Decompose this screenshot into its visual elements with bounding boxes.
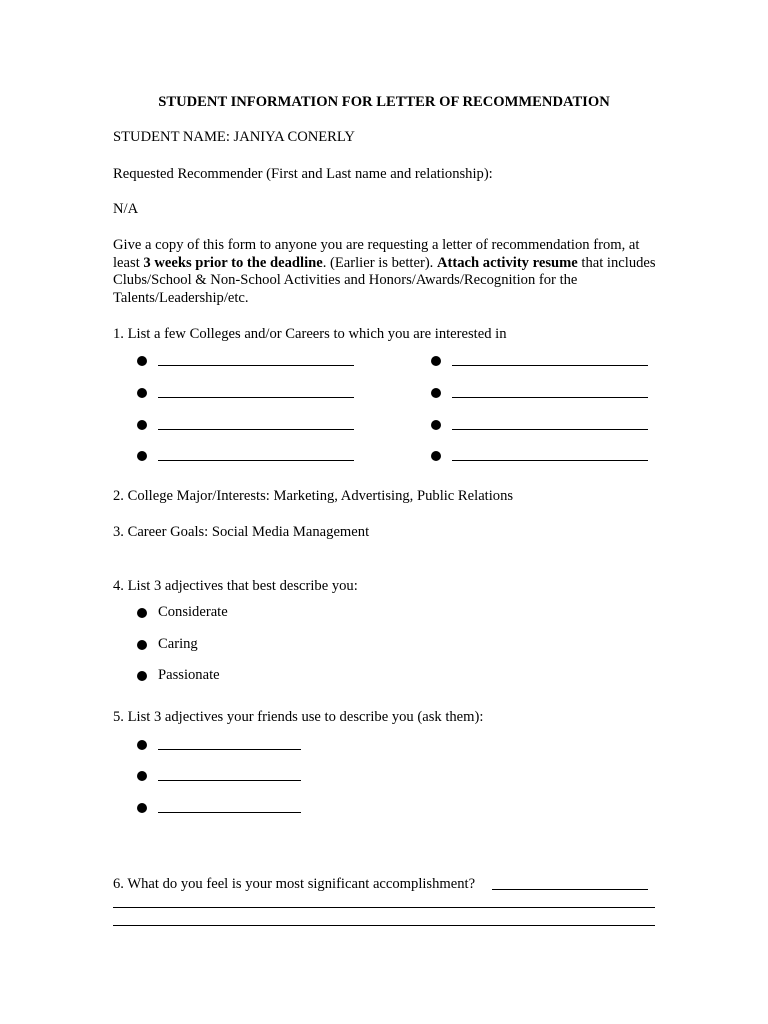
bullet-icon (137, 771, 147, 781)
accomplishment-answer-line[interactable] (113, 907, 655, 908)
accomplishment-blank-field[interactable] (492, 889, 648, 890)
college-blank-field[interactable] (452, 460, 648, 461)
bullet-icon (431, 420, 441, 430)
page-title: STUDENT INFORMATION FOR LETTER OF RECOMMENDATION (158, 94, 610, 110)
college-blank-field[interactable] (158, 397, 354, 398)
bullet-icon (431, 356, 441, 366)
college-blank-field[interactable] (158, 365, 354, 366)
bullet-icon (137, 420, 147, 430)
recommender-prompt: Requested Recommender (First and Last name and relationship): (113, 166, 493, 182)
bullet-icon (137, 671, 147, 681)
instructions-text-2: . (Earlier is better). (322, 254, 437, 271)
question-1: 1. List a few Colleges and/or Careers to which you are interested in (113, 326, 507, 342)
bullet-icon (137, 640, 147, 650)
list-item: Considerate (158, 604, 228, 620)
bullet-icon (137, 388, 147, 398)
bullet-icon (137, 451, 147, 461)
student-name-line: STUDENT NAME: JANIYA CONERLY (113, 129, 355, 145)
instructions-resume-bold: Attach activity resume (436, 254, 578, 271)
list-item: Caring (158, 636, 198, 652)
question-6: 6. What do you feel is your most significant accomplishment? (113, 876, 476, 892)
college-blank-field[interactable] (158, 460, 354, 461)
college-blank-field[interactable] (158, 429, 354, 430)
instructions-deadline-bold: 3 weeks prior to the deadline (143, 254, 323, 271)
recommender-answer: N/A (113, 201, 139, 217)
instructions-text-3: that includes Clubs/School & Non-School Activities and Honors/Awards/Recognition for the Talents/Leadership/etc. (113, 254, 656, 306)
adjective-blank-field[interactable] (158, 780, 301, 781)
question-3: 3. Career Goals: Social Media Management (113, 524, 370, 540)
bullet-icon (137, 608, 147, 618)
college-blank-field[interactable] (452, 429, 648, 430)
bullet-icon (137, 803, 147, 813)
college-blank-field[interactable] (452, 397, 648, 398)
adjective-blank-field[interactable] (158, 812, 301, 813)
adjective-blank-field[interactable] (158, 749, 301, 750)
question-5: 5. List 3 adjectives your friends use to describe you (ask them): (113, 709, 484, 725)
instructions-paragraph (113, 237, 658, 307)
list-item: Passionate (158, 667, 220, 683)
instructions-text-1: Give a copy of this form to anyone you are requesting a letter of recommendation from, at least (113, 237, 640, 271)
bullet-icon (431, 388, 441, 398)
bullet-icon (137, 356, 147, 366)
question-2: 2. College Major/Interests: Marketing, Advertising, Public Relations (113, 488, 514, 504)
college-blank-field[interactable] (452, 365, 648, 366)
question-4: 4. List 3 adjectives that best describe you: (113, 578, 358, 594)
accomplishment-answer-line[interactable] (113, 925, 655, 926)
bullet-icon (137, 740, 147, 750)
bullet-icon (431, 451, 441, 461)
